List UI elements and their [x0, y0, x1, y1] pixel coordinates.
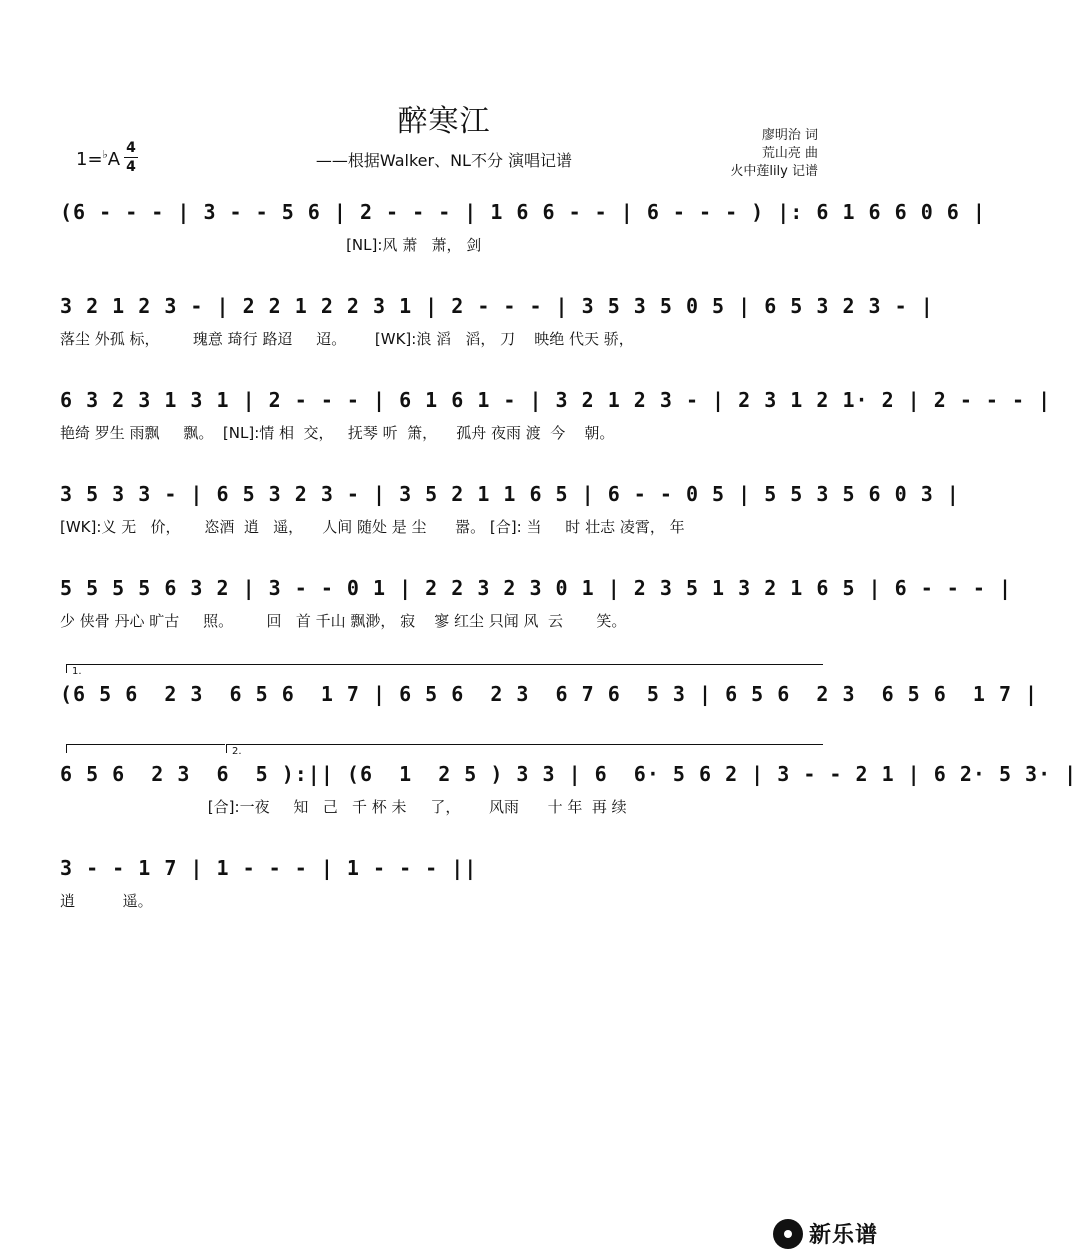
- transcriber-credit: 火中莲lily 记谱: [730, 164, 818, 179]
- lyric-line: [WK]:义 无 价， 恣酒 逍 遥， 人间 随处 是 尘 嚣。 [合]: 当 时 壮志 凌霄， 年: [60, 518, 685, 536]
- notation-line: 6 3 2 3 1 3 1 | 2 - - - | 6 1 6 1 - | 3 2 1 2 3 - | 2 3 1 2 1· 2 | 2 - - - |: [60, 388, 1052, 412]
- time-divider: [124, 157, 138, 158]
- lyric-line: 逍 遥。: [60, 892, 153, 910]
- lyric-line: 落尘 外孤 标， 瑰意 琦行 路迢 迢。 [WK]:浪 滔 滔， 刀 映绝 代天 骄，: [60, 330, 634, 348]
- time-signature: [124, 140, 138, 175]
- notation-line: 3 5 3 3 - | 6 5 3 2 3 - | 3 5 2 1 1 6 5 | 6 - - 0 5 | 5 5 3 5 6 0 3 |: [60, 482, 960, 506]
- site-logo: [773, 1218, 878, 1249]
- notation-line: 6 5 6 2 3 6 5 ):|| (6 1 2 5 ) 3 3 | 6 6· 5 6 2 | 3 - - 2 1 | 6 2· 5 3· |: [60, 762, 1077, 786]
- key-signature: [76, 148, 120, 170]
- volta-bracket-first-end: [66, 744, 225, 753]
- lyric-line: [合]:一夜 知 己 千 杯 未 了， 风雨 十 年 再 续: [60, 798, 627, 816]
- lyric-line: 艳绮 罗生 雨飘 飘。 [NL]:情 相 交， 抚琴 听 箫， 孤舟 夜雨 渡 今 朝。: [60, 424, 615, 442]
- lyric-line: 少 侠骨 丹心 旷古 照。 回 首 千山 飘渺， 寂 寥 红尘 只闻 风 云 笑。: [60, 612, 627, 630]
- time-denominator: 4: [126, 159, 136, 175]
- lyric-line: [NL]:风 萧 萧， 剑: [60, 236, 482, 254]
- flat-icon: ♭: [102, 148, 108, 161]
- composer-credit: 荒山亮 曲: [761, 146, 818, 161]
- volta-bracket-second: [226, 744, 823, 753]
- notation-line: 5 5 5 5 6 3 2 | 3 - - 0 1 | 2 2 3 2 3 0 1 | 2 3 5 1 3 2 1 6 5 | 6 - - - |: [60, 576, 1012, 600]
- song-subtitle: ——根据Walker、NL不分 演唱记谱: [315, 151, 573, 170]
- key-note: A: [107, 149, 121, 170]
- lyricist-credit: 廖明治 词: [761, 128, 818, 143]
- volta-label-first: 1.: [72, 666, 82, 677]
- notation-line: (6 5 6 2 3 6 5 6 1 7 | 6 5 6 2 3 6 7 6 5 3 | 6 5 6 2 3 6 5 6 1 7 |: [60, 682, 1039, 706]
- record-disc-icon: [773, 1219, 803, 1249]
- key-prefix: 1=: [76, 149, 103, 170]
- notation-line: (6 - - - | 3 - - 5 6 | 2 - - - | 1 6 6 - - | 6 - - - ) |: 6 1 6 6 0 6 |: [60, 200, 986, 224]
- logo-text: 新乐谱: [808, 1223, 878, 1248]
- volta-bracket-first: [66, 664, 823, 673]
- time-numerator: 4: [126, 140, 136, 156]
- volta-label-second: 2.: [232, 746, 242, 757]
- song-title: 醉寒江: [397, 104, 491, 139]
- notation-line: 3 - - 1 7 | 1 - - - | 1 - - - ||: [60, 856, 478, 880]
- notation-line: 3 2 1 2 3 - | 2 2 1 2 2 3 1 | 2 - - - | 3 5 3 5 0 5 | 6 5 3 2 3 - |: [60, 294, 934, 318]
